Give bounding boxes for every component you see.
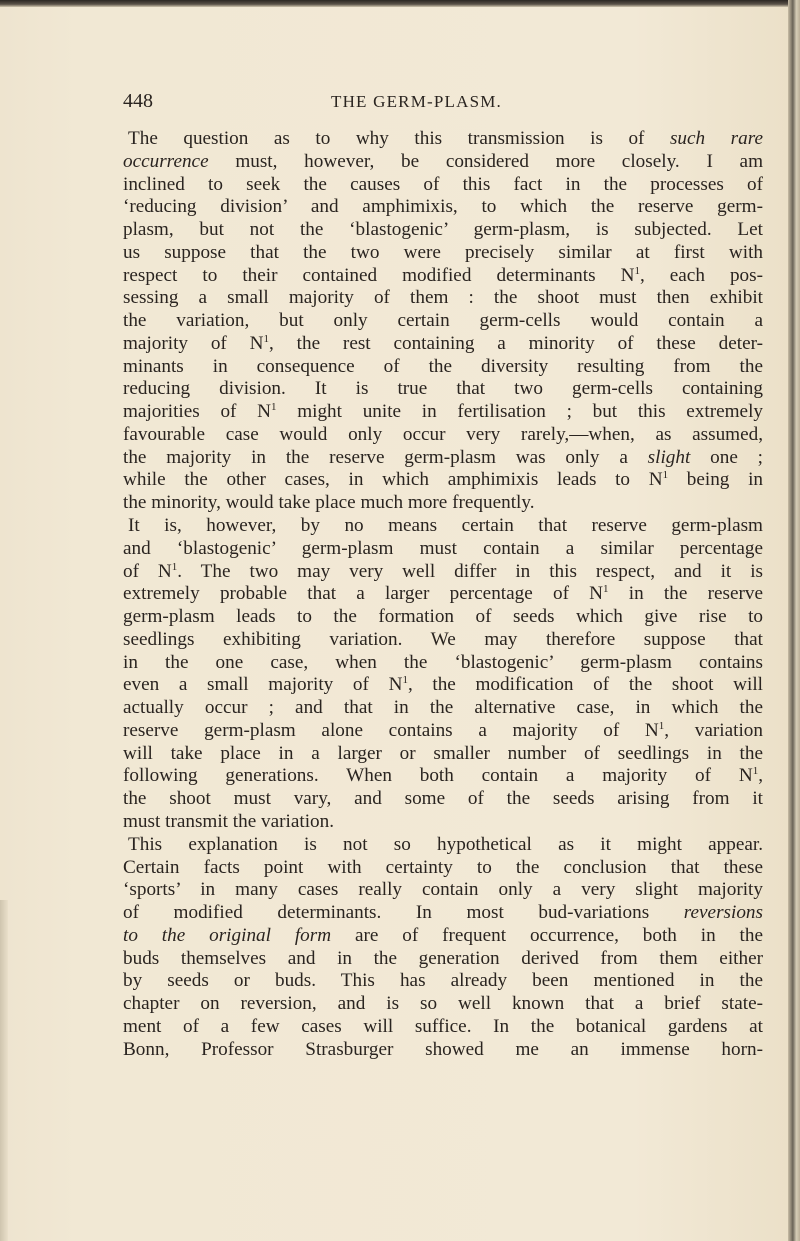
text-segment: ‘sports’ in many cases really contain only a very slight majority — [123, 879, 763, 901]
text-segment: sessing a small majority of them : the shoot must then exhibit — [123, 287, 763, 309]
text-segment: , variation — [664, 719, 763, 741]
text-segment: , the modification of the shoot will — [407, 674, 763, 696]
text-segment: the shoot must vary, and some of the seeds arising from it — [123, 788, 763, 810]
text-line — [123, 447, 763, 470]
text-segment: favourable case would only occur very rarely,—when, as assumed, — [123, 423, 763, 445]
page-left-edge — [0, 900, 8, 1241]
text-line — [123, 196, 763, 219]
text-segment: might unite in fertilisation ; but this extremely — [276, 401, 763, 423]
text-segment: and ‘blastogenic’ germ-plasm must contain a similar percentage — [123, 537, 763, 559]
text-line — [123, 697, 763, 720]
text-line — [123, 219, 763, 242]
text-segment: must transmit the variation. — [123, 810, 335, 832]
superscript: 1 — [752, 765, 759, 778]
text-line — [123, 424, 763, 447]
text-segment: plasm, but not the ‘blastogenic’ germ-plasm, is subjected. Let — [123, 219, 763, 241]
text-line — [123, 310, 763, 333]
text-line — [123, 902, 763, 925]
text-line — [123, 128, 763, 151]
page-top-shadow — [0, 0, 800, 7]
text-segment: seedlings exhibiting variation. We may therefore suppose that — [123, 628, 763, 650]
text-line — [123, 948, 763, 971]
text-segment: the majority in the reserve germ-plasm was only a — [123, 446, 648, 468]
text-line — [123, 993, 763, 1016]
text-line — [123, 287, 763, 310]
text-segment: extremely probable that a larger percentage of N — [123, 583, 604, 605]
text-line — [123, 356, 763, 379]
text-segment: This explanation is not so hypothetical as it might appear. — [128, 833, 763, 855]
running-head — [123, 90, 763, 114]
italic-text: such rare — [669, 128, 763, 149]
text-line — [123, 583, 763, 606]
page-number: 448 — [123, 90, 153, 112]
text-segment: are of frequent occurrence, both in the — [331, 924, 763, 946]
text-segment: buds themselves and in the generation derived from them either — [123, 947, 763, 969]
text-line — [123, 265, 763, 288]
text-segment: reducing division. It is true that two germ-cells containing — [123, 378, 763, 400]
text-line — [123, 1039, 763, 1062]
running-title: THE GERM-PLASM. — [331, 92, 503, 111]
text-segment: Bonn, Professor Strasburger showed me an immense horn- — [123, 1038, 763, 1060]
text-segment: by seeds or buds. This has already been mentioned in the — [123, 970, 763, 992]
text-segment: ‘reducing division’ and amphimixis, to which the reserve germ- — [123, 196, 763, 218]
text-segment: must, however, be considered more closely. I am — [208, 150, 763, 172]
text-line — [123, 970, 763, 993]
text-line — [123, 538, 763, 561]
text-segment: following generations. When both contain a majority of N — [123, 765, 753, 787]
text-line — [123, 765, 763, 788]
text-line — [123, 242, 763, 265]
superscript: 1 — [263, 332, 270, 345]
text-segment: actually occur ; and that in the alternative case, in which the — [123, 697, 763, 719]
text-segment: It is, however, by no means certain that reserve germ-plasm — [128, 515, 763, 537]
text-segment: ment of a few cases will suffice. In the botanical gardens at — [123, 1015, 763, 1037]
text-line — [123, 1016, 763, 1039]
text-segment: the minority, would take place much more frequently. — [123, 492, 535, 514]
text-segment: germ-plasm leads to the formation of seeds which give rise to — [123, 606, 763, 628]
text-line — [123, 469, 763, 492]
text-line — [123, 606, 763, 629]
text-line — [123, 401, 763, 424]
text-line — [123, 811, 763, 834]
book-binding-edge — [788, 0, 800, 1241]
text-segment: respect to their contained modified determinants N — [123, 264, 635, 286]
superscript: 1 — [662, 469, 669, 482]
text-segment: the variation, but only certain germ-cells would contain a — [123, 310, 763, 332]
text-segment: of modified determinants. In most bud-variations — [123, 902, 684, 924]
text-segment: us suppose that the two were precisely similar at first with — [123, 241, 763, 263]
text-segment: minants in consequence of the diversity resulting from the — [123, 355, 763, 377]
text-line — [123, 492, 763, 515]
text-line — [123, 720, 763, 743]
text-segment: majorities of N — [123, 401, 271, 423]
text-segment: The question as to why this transmission is of — [128, 128, 670, 149]
italic-text: slight — [647, 446, 691, 468]
text-line — [123, 674, 763, 697]
text-segment: . The two may very well differ in this respect, and it is — [177, 560, 763, 582]
text-line — [123, 834, 763, 857]
superscript: 1 — [171, 560, 178, 573]
body-text — [123, 128, 763, 1061]
text-line — [123, 378, 763, 401]
text-line — [123, 879, 763, 902]
text-segment: majority of N — [123, 332, 264, 354]
superscript: 1 — [271, 401, 277, 414]
text-segment: will take place in a larger or smaller number of seedlings in the — [123, 742, 763, 764]
superscript: 1 — [603, 583, 609, 596]
text-line — [123, 174, 763, 197]
text-line — [123, 515, 763, 538]
text-line — [123, 561, 763, 584]
text-segment: in the one case, when the ‘blastogenic’ germ-plasm contains — [123, 651, 763, 673]
text-segment: of N — [123, 560, 172, 582]
text-segment: chapter on reversion, and is so well known that a brief state- — [123, 993, 763, 1015]
text-segment: even a small majority of N — [123, 674, 403, 696]
text-segment: Certain facts point with certainty to the conclusion that these — [123, 856, 763, 878]
text-line — [123, 629, 763, 652]
italic-text: to the original form — [123, 924, 332, 946]
superscript: 1 — [658, 719, 665, 732]
text-segment: , each pos- — [639, 264, 763, 286]
italic-text: occurrence — [123, 150, 209, 172]
italic-text: reversions — [683, 902, 763, 924]
text-segment: being in — [668, 469, 763, 491]
text-line — [123, 743, 763, 766]
text-segment: inclined to seek the causes of this fact in the processes of — [123, 173, 763, 195]
text-line — [123, 788, 763, 811]
text-line — [123, 333, 763, 356]
text-segment: one ; — [690, 446, 763, 468]
text-segment: reserve germ-plasm alone contains a majority of N — [123, 719, 659, 741]
text-segment: while the other cases, in which amphimixis leads to N — [123, 469, 663, 491]
text-line — [123, 652, 763, 675]
superscript: 1 — [402, 674, 408, 687]
superscript: 1 — [634, 264, 640, 277]
text-segment: , — [758, 765, 763, 787]
text-line — [123, 857, 763, 880]
text-segment: , the rest containing a minority of these deter- — [269, 332, 763, 354]
text-line — [123, 925, 763, 948]
text-line — [123, 151, 763, 174]
text-segment: in the reserve — [608, 583, 763, 605]
